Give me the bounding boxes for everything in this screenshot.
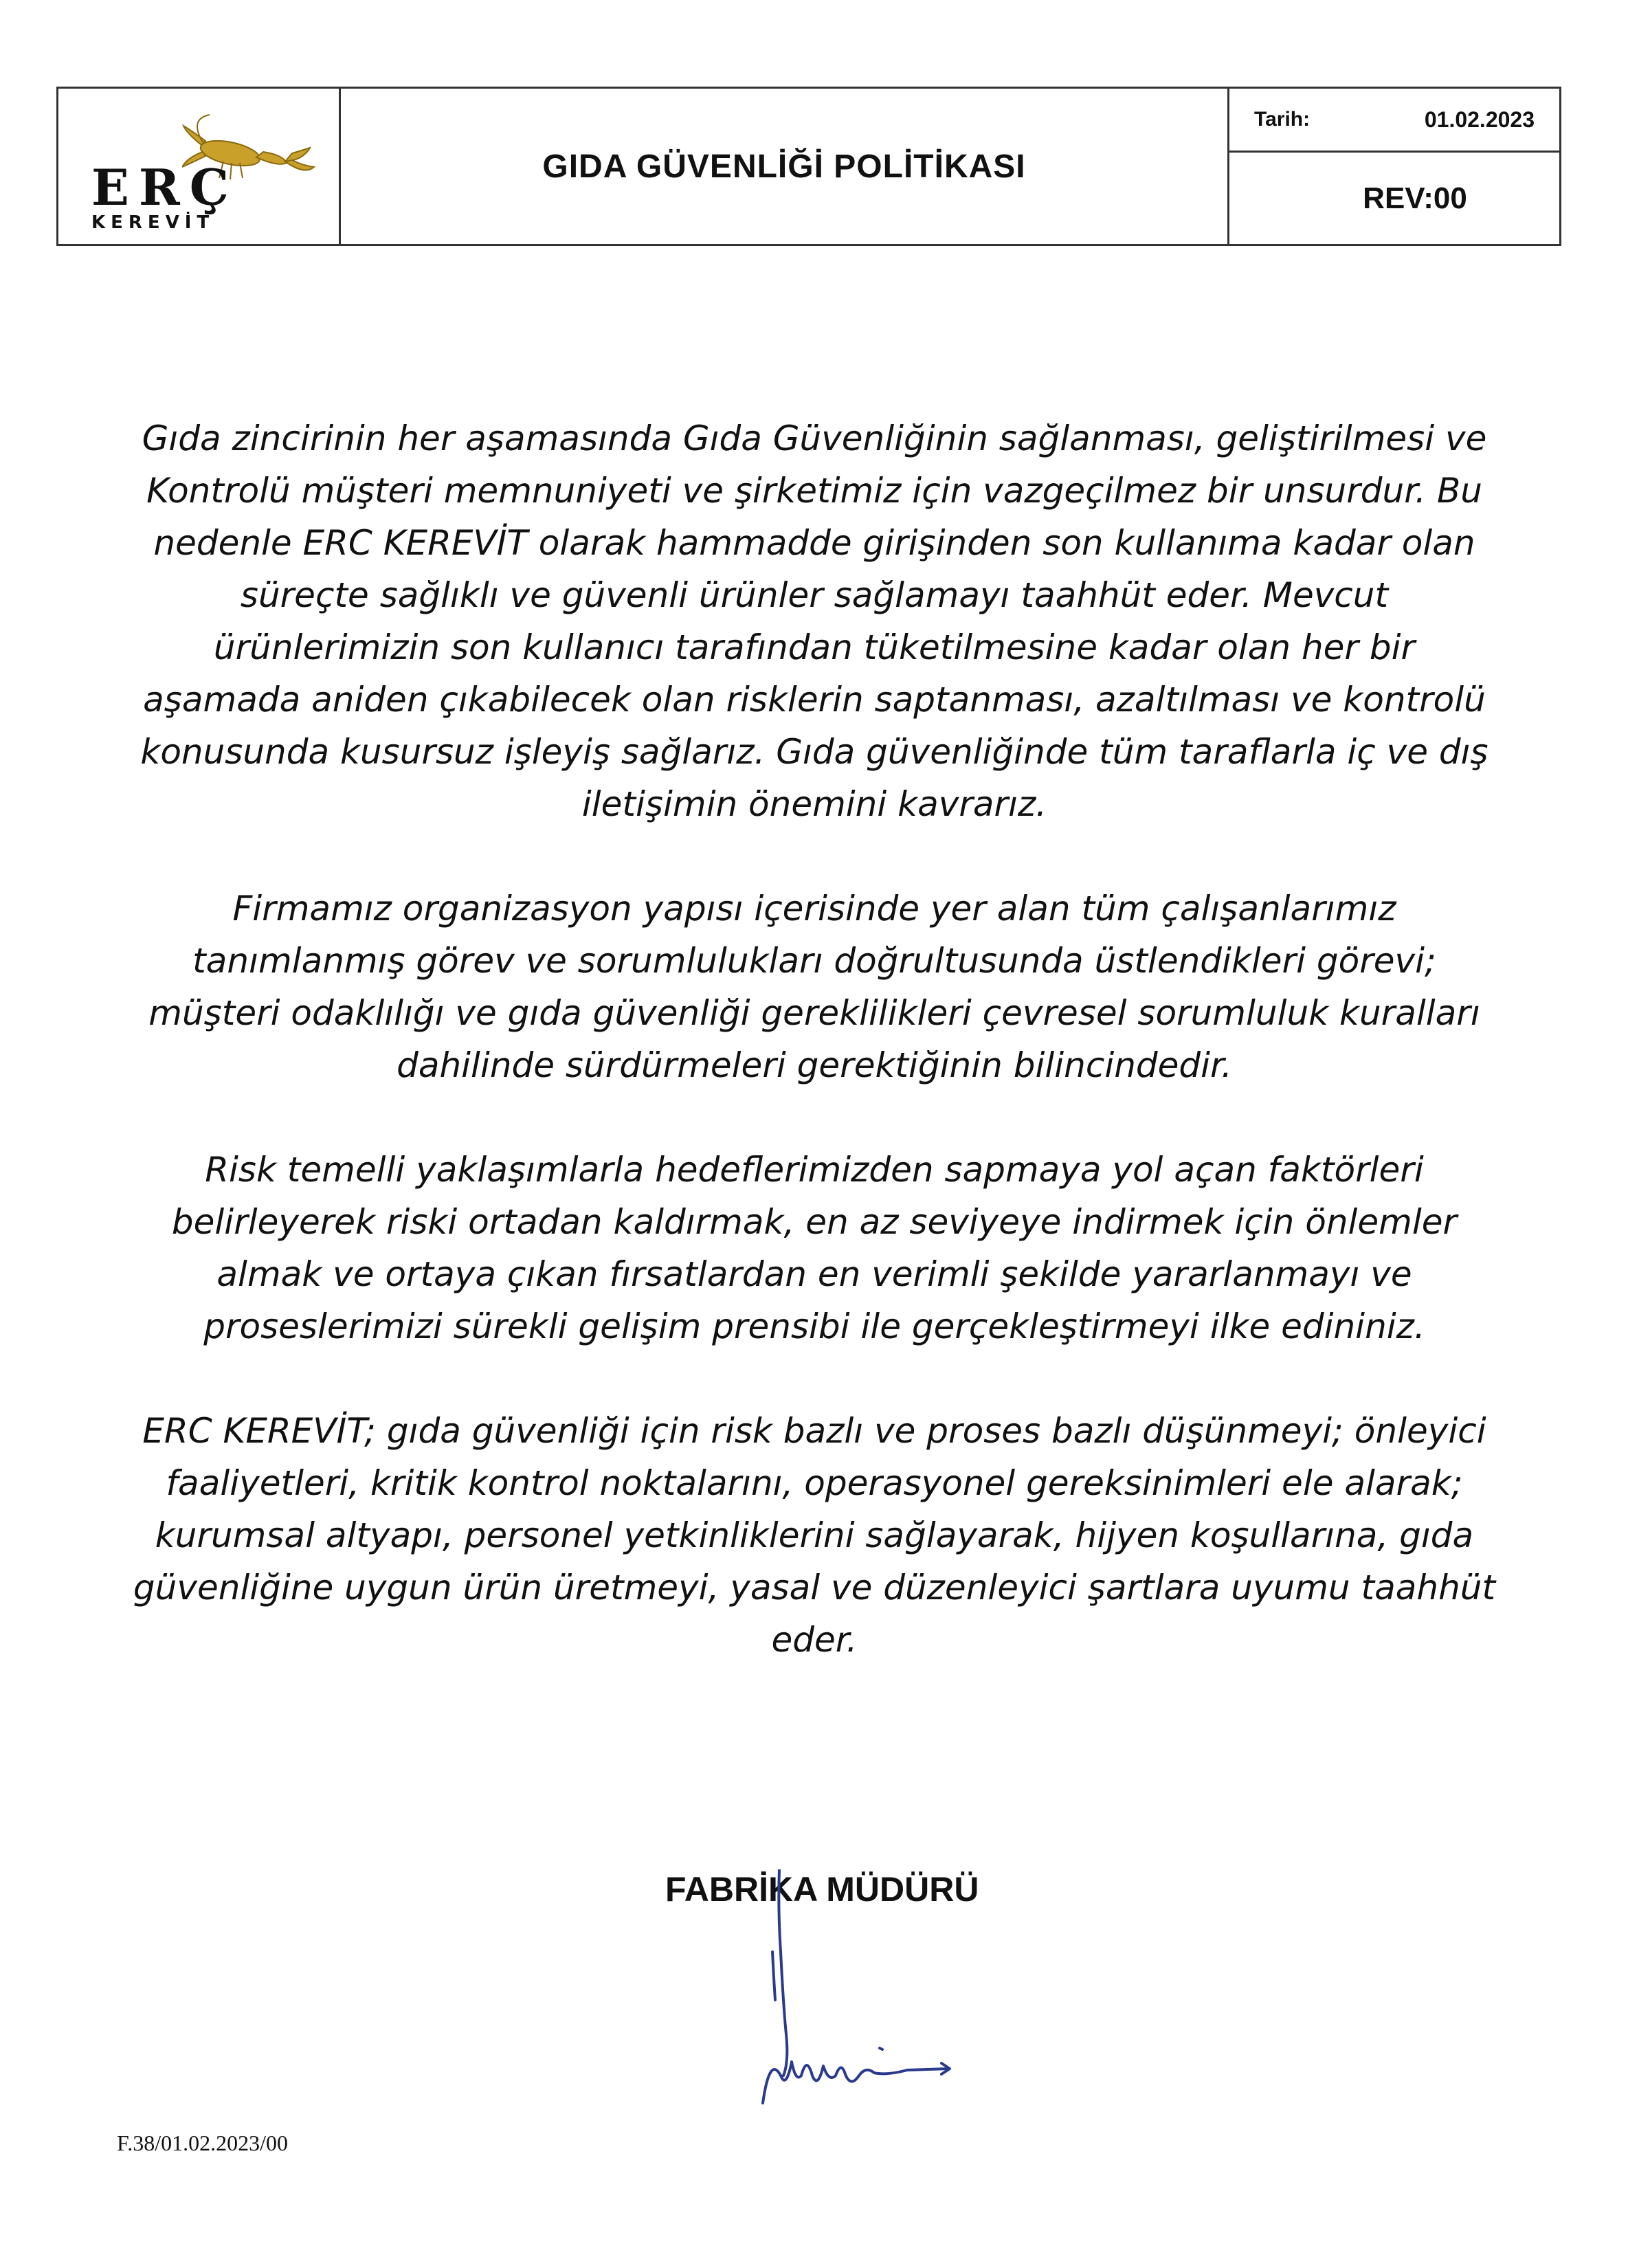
form-code: F.38/01.02.2023/00 <box>117 2131 289 2155</box>
signatory-title: FABRİKA MÜDÜRÜ <box>665 1870 979 1909</box>
handwritten-signature <box>715 1869 1003 2117</box>
logo-subname: KEREVİT <box>91 212 215 233</box>
date-label: Tarih: <box>1254 108 1311 131</box>
logo-cell <box>58 89 341 244</box>
policy-paragraph: ERC KEREVİT; gıda güvenliği için risk bazlı ve proses bazlı düşünmeyi; önleyici faaliyetleri, kritik kontrol noktalarını, operasyonel gereksinimleri ele alarak; kurumsal altyapı, personel yetkinliklerini sağlayarak, hijyen koşullarına, gıda güvenliğine uygun ürün üretmeyi, yasal ve düzenleyici şartlara uyumu taahhüt eder. <box>133 1411 1496 1660</box>
policy-paragraph: Risk temelli yaklaşımlarla hedeflerimizden sapmaya yol açan faktörleri belirleyerek riski ortadan kaldırmak, en az seviyeye indirmek için önlemler almak ve ortaya çıkan fırsatlardan en verimli şekilde yararlanmayı ve proseslerimizi sürekli gelişim prensibi ile gerçekleştirmeyi ilke edininiz. <box>171 1150 1458 1346</box>
logo-name: ERÇ <box>91 158 239 216</box>
policy-paragraph: Firmamız organizasyon yapısı içerisinde yer alan tüm çalışanlarımız tanımlanmış görev ve sorumlulukları doğrultusunda üstlendikleri görevi; müşteri odaklılığı ve gıda güvenliği gereklilikleri çevresel sorumluluk kuralları dahilinde sürdürmeleri gerektiğinin bilincindedir. <box>148 889 1480 1085</box>
meta-cell <box>1229 89 1559 244</box>
date-row <box>1229 89 1559 153</box>
revision-value: REV:00 <box>1363 181 1467 215</box>
document-title: GIDA GÜVENLİĞİ POLİTİKASI <box>542 148 1026 185</box>
revision-row <box>1229 153 1559 244</box>
policy-paragraph: Gıda zincirinin her aşamasında Gıda Güvenliğinin sağlanması, geliştirilmesi ve Kontrolü müşteri memnuniyeti ve şirketimiz için vazgeçilmez bir unsurdur. Bu nedenle ERC KEREVİT olarak hammadde girişinden son kullanıma kadar olan süreçte sağlıklı ve güvenli ürünler sağlamayı taahhüt eder. Mevcut ürünlerimizin son kullanıcı tarafından tüketilmesine kadar olan her bir aşamada aniden çıkabilecek olan risklerin saptanması, azaltılması ve kontrolü konusunda kusursuz işleyiş sağlarız. Gıda güvenliğinde tüm taraflarla iç ve dış iletişimin önemini kavrarız. <box>140 419 1488 824</box>
policy-body <box>131 412 1498 1718</box>
title-cell <box>341 89 1229 244</box>
date-value: 01.02.2023 <box>1424 107 1535 132</box>
document-header <box>56 87 1561 246</box>
